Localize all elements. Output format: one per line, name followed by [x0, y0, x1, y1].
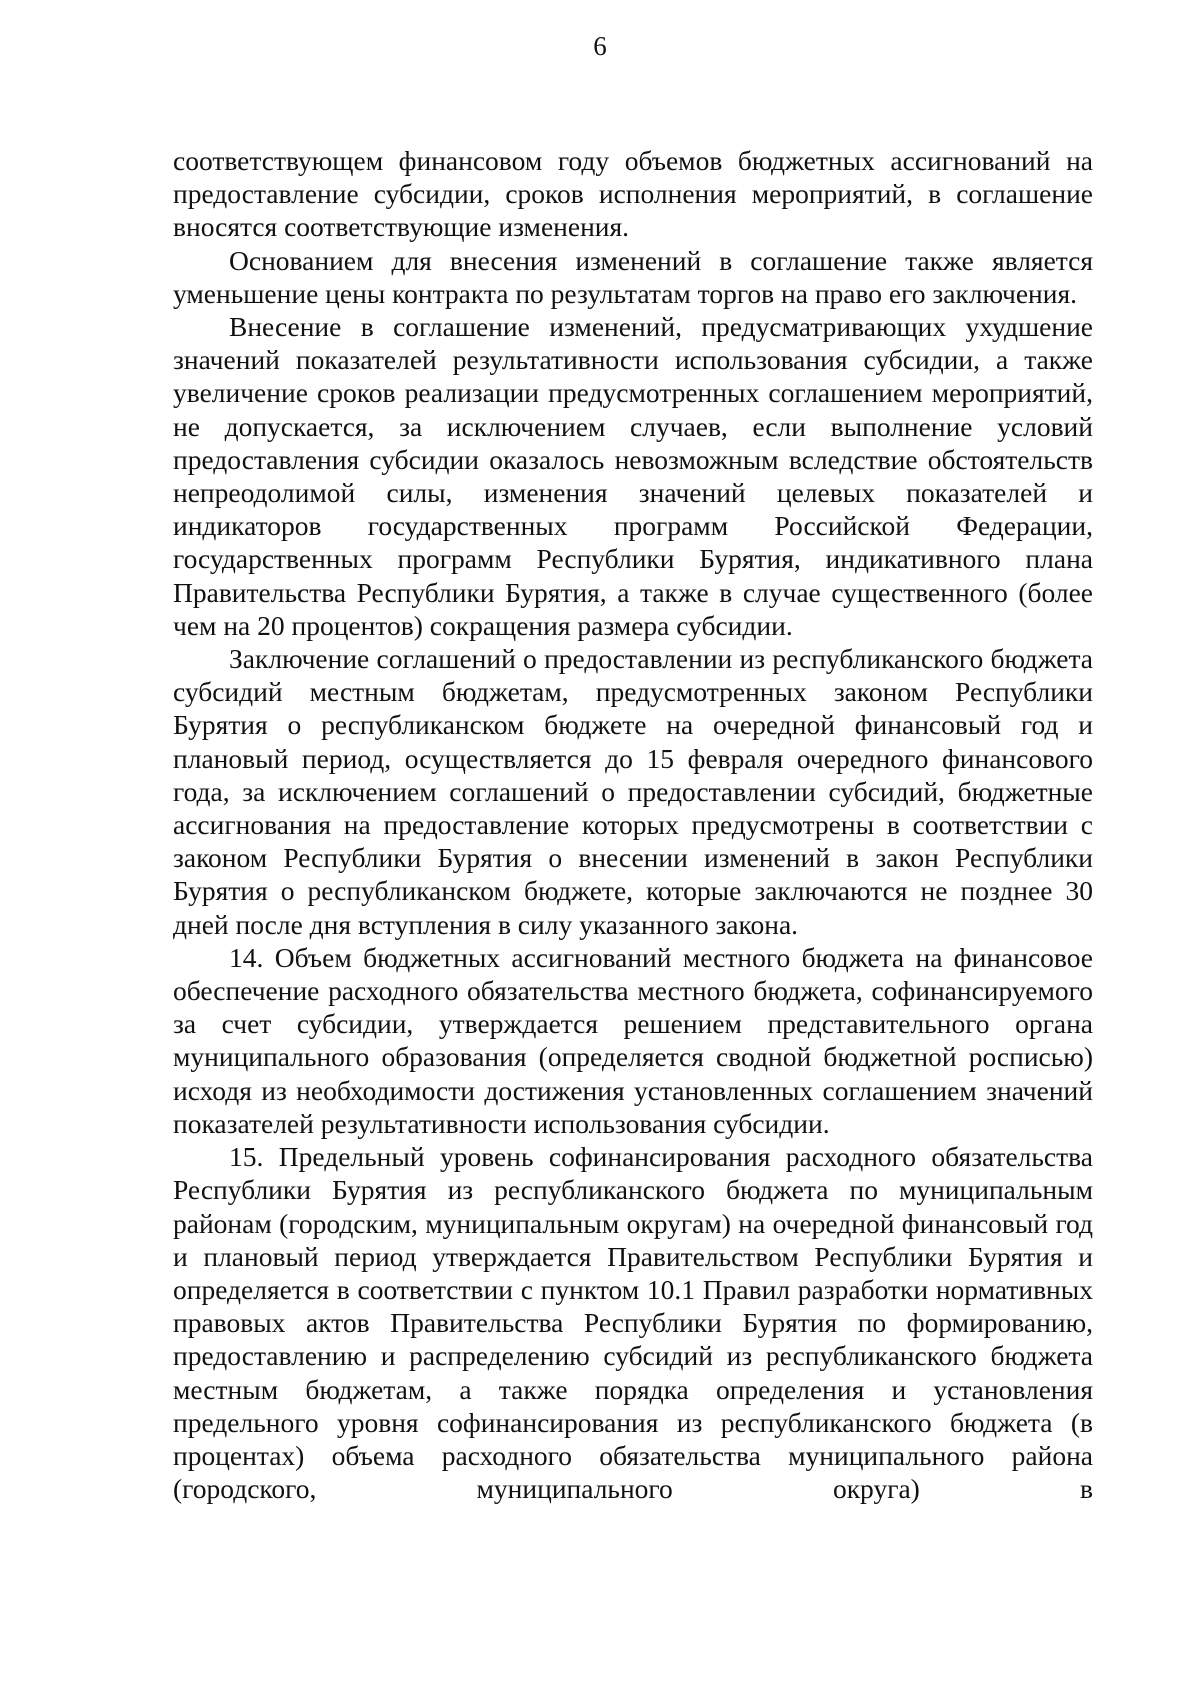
- paragraph-item-15: 15. Предельный уровень софинансирования расходного обязательства Республики Бурятия из республиканского бюджета по муниципальным районам (городским, муниципальным округам) на очередной финансовый год и плановый период утверждается Правительством Республики Бурятия и определяется в соответствии с пунктом 10.1 Правил разработки нормативных правовых актов Правительства Республики Бурятия по формированию, предоставлению и распределению субсидий из республиканского бюджета местным бюджетам, а также порядка определения и установления предельного уровня софинансирования из республиканского бюджета (в процентах) объема расходного обязательства муниципального района (городского, муниципального округа) в: [173, 1141, 1093, 1505]
- document-body: [173, 144, 1093, 1505]
- paragraph-amendment-grounds: Основанием для внесения изменений в соглашение также является уменьшение цены контракта по результатам торгов на право его заключения.: [173, 244, 1093, 309]
- paragraph-agreement-deadline: Заключение соглашений о предоставлении из республиканского бюджета субсидий местным бюджетам, предусмотренных законом Республики Бурятия о республиканском бюджете на очередной финансовый год и плановый период, осуществляется до 15 февраля очередного финансового года, за исключением соглашений о предоставлении субсидий, бюджетные ассигнования на предоставление которых предусмотрены в соответствии с законом Республики Бурятия о внесении изменений в закон Республики Бурятия о республиканском бюджете, которые заключаются не позднее 30 дней после дня вступления в силу указанного закона.: [173, 643, 1093, 940]
- paragraph-amendment-restrictions: Внесение в соглашение изменений, предусматривающих ухудшение значений показателей результативности использования субсидии, а также увеличение сроков реализации предусмотренных соглашением мероприятий, не допускается, за исключением случаев, если выполнение условий предоставления субсидии оказалось невозможным вследствие обстоятельств непреодолимой силы, изменения значений целевых показателей и индикаторов государственных программ Российской Федерации, государственных программ Республики Бурятия, индикативного плана Правительства Республики Бурятия, а также в случае существенного (более чем на 20 процентов) сокращения размера субсидии.: [173, 311, 1093, 641]
- paragraph-item-14: 14. Объем бюджетных ассигнований местного бюджета на финансовое обеспечение расходного обязательства местного бюджета, софинансируемого за счет субсидии, утверждается решением представительного органа муниципального образования (определяется сводной бюджетной росписью) исходя из необходимости достижения установленных соглашением значений показателей результативности использования субсидии.: [173, 941, 1093, 1139]
- paragraph-continuation: соответствующем финансовом году объемов бюджетных ассигнований на предоставление субсидии, сроков исполнения мероприятий, в соглашение вносятся соответствующие изменения.: [173, 145, 1093, 243]
- page-number: 6: [593, 31, 607, 61]
